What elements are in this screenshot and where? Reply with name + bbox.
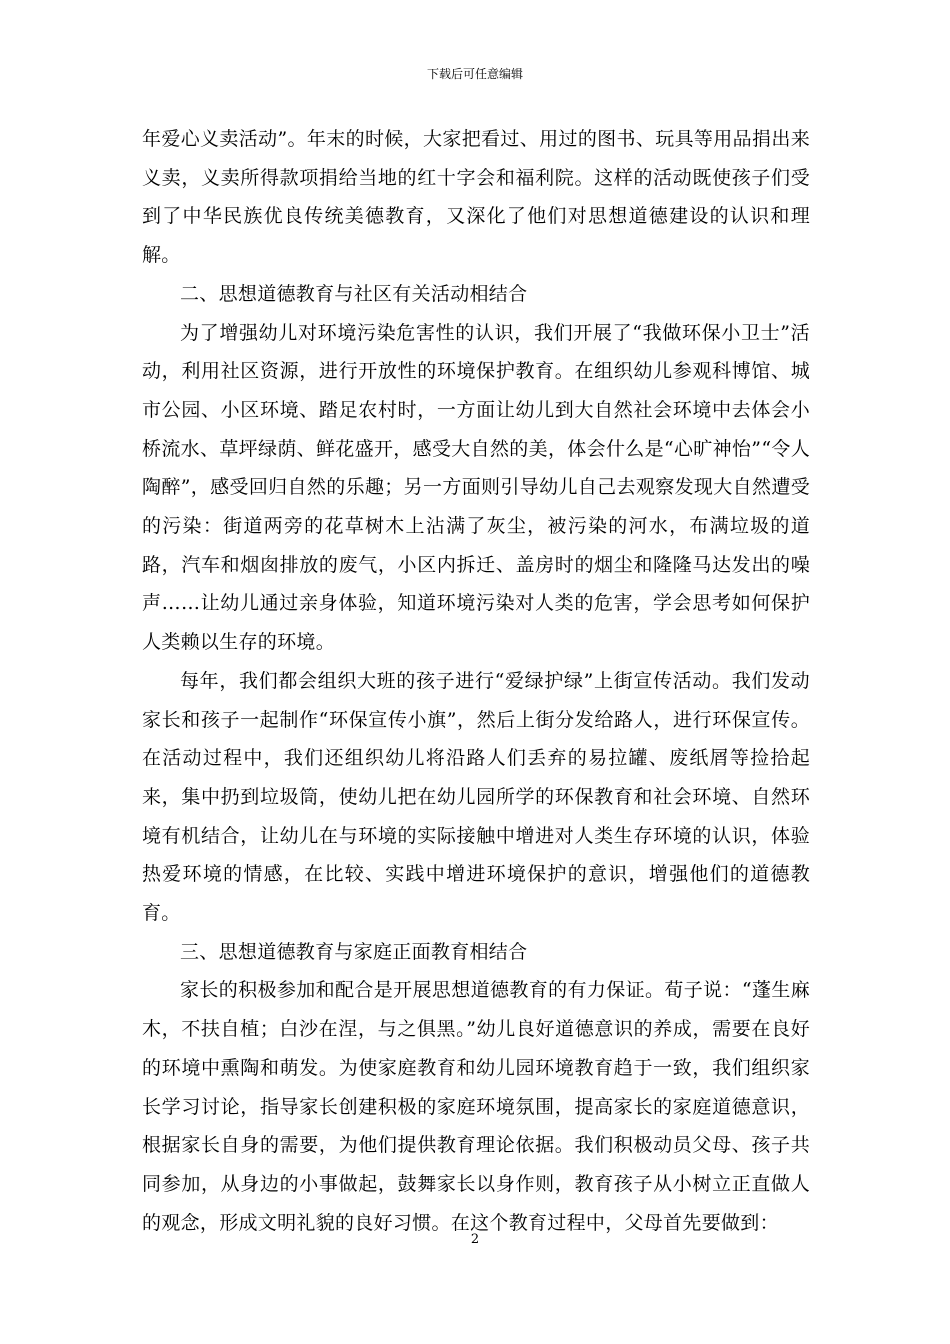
paragraph-green-campaign: 每年，我们都会组织大班的孩子进行“爱绿护绿”上街宣传活动。我们发动家长和孩子一起制作“环保宣传小旗”，然后上街分发给路人，进行环保宣传。在活动过程中，我们还组织幼儿将沿路人们丢弃的易拉罐、废纸屑等捡拾起来，集中扔到垃圾筒，使幼儿把在幼儿园所学的环保教育和社会环境、自然环境有机结合，让幼儿在与环境的实际接触中增进对人类生存环境的认识，体验热爱环境的情感，在比较、实践中增进环境保护的意识，增强他们的道德教育。 (142, 669, 810, 925)
document-body (142, 120, 810, 1242)
paragraph-continuation: 年爱心义卖活动”。年末的时候，大家把看过、用过的图书、玩具等用品捐出来义卖，义卖所得款项捐给当地的红十字会和福利院。这样的活动既使孩子们受到了中华民族优良传统美德教育，又深化了他们对思想道德建设的认识和理解。 (142, 128, 810, 267)
paragraph-environment-awareness: 为了增强幼儿对环境污染危害性的认识，我们开展了“我做环保小卫士”活动，利用社区资源，进行开放性的环境保护教育。在组织幼儿参观科博馆、城市公园、小区环境、踏足农村时，一方面让幼儿到大自然社会环境中去体会小桥流水、草坪绿荫、鲜花盛开，感受大自然的美，体会什么是“心旷神怡”“令人陶醉”，感受回归自然的乐趣；另一方面则引导幼儿自己去观察发现大自然遭受的污染：街道两旁的花草树木上沾满了灰尘，被污染的河水，布满垃圾的道路，汽车和烟囱排放的废气，小区内拆迁、盖房时的烟尘和隆隆马达发出的噪声……让幼儿通过亲身体验，知道环境污染对人类的危害，学会思考如何保护人类赖以生存的环境。 (142, 321, 810, 654)
section-heading-two: 二、思想道德教育与社区有关活动相结合 (180, 282, 528, 305)
section-heading-three: 三、思想道德教育与家庭正面教育相结合 (180, 940, 528, 963)
paragraph-family-education: 家长的积极参加和配合是开展思想道德教育的有力保证。荀子说：“蓬生麻木，不扶自植；白沙在涅，与之俱黑。”幼儿良好道德意识的养成，需要在良好的环境中熏陶和萌发。为使家庭教育和幼儿园环境教育趋于一致，我们组织家长学习讨论，指导家长创建积极的家庭环境氛围，提高家长的家庭道德意识，根据家长自身的需要，为他们提供教育理论依据。我们积极动员父母、孩子共同参加，从身边的小事做起，鼓舞家长以身作则，教育孩子从小树立正直做人的观念，形成文明礼貌的良好习惯。在这个教育过程中，父母首先要做到： (142, 979, 810, 1234)
page-header: 下载后可任意编辑 (426, 67, 523, 81)
page-number: 2 (470, 1232, 480, 1247)
